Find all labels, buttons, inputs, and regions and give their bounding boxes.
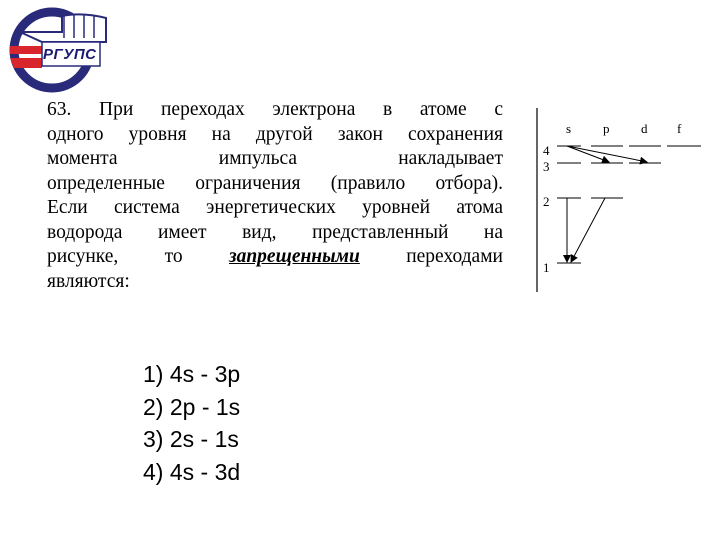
question-line: 63. При переходах электрона в атоме с [47,99,504,120]
level-label-2: 2 [543,194,550,209]
question-line: водорода имеет вид, представленный на [47,221,503,243]
logo-text: РГУПС [43,46,97,63]
column-label-d: d [641,121,648,136]
column-label-s: s [566,121,572,136]
answer-option-4[interactable]: 4) 4s - 3d [143,458,241,485]
question-line: момента импульса накладывает [47,148,503,169]
forbidden-word: запрещенными [228,246,360,267]
question-number: 63. [47,99,72,120]
question-line: определенные ограничения (правило отбора). [47,172,503,194]
question-line: рисунке, то запрещенными переходами [47,246,503,267]
column-label-p: p [603,121,610,136]
level-label-4: 4 [543,143,550,158]
answer-option-3[interactable]: 3) 2s - 1s [143,426,239,452]
rgups-logo [2,2,110,94]
level-lines [557,146,701,263]
question-line: являются: [47,270,130,292]
level-label-3: 3 [543,159,550,174]
answer-list [143,358,240,488]
question-line: Если система энергетических уровней атома [47,197,503,218]
answer-option-2[interactable]: 2) 2p - 1s [143,393,241,420]
energy-level-diagram [525,100,720,310]
column-label-f: f [677,121,682,136]
level-label-1: 1 [543,260,550,275]
answer-option-1[interactable]: 1) 4s - 3p [143,361,241,387]
question-text [47,98,503,294]
question-line: одного уровня на другой закон сохранения [47,123,503,145]
